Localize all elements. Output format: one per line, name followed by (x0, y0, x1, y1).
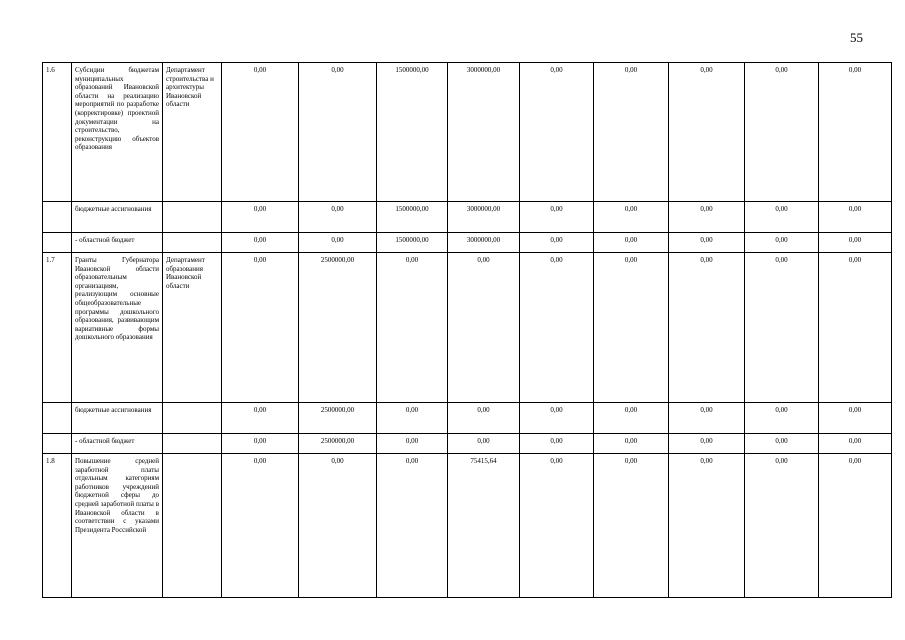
value-cell: 1500000,00 (377, 202, 448, 233)
value-cell: 0,00 (222, 63, 299, 202)
value-cell: 0,00 (222, 233, 299, 253)
value-cell: 1500000,00 (377, 63, 448, 202)
row-department-cell: Департамент строительства и архитектуры Ивановской области (163, 63, 222, 202)
value-cell: 0,00 (594, 403, 669, 434)
value-cell: 0,00 (448, 253, 520, 403)
table-row (43, 253, 892, 403)
value-cell: 0,00 (520, 403, 594, 434)
value-cell: 0,00 (448, 403, 520, 434)
value-cell: 0,00 (299, 233, 377, 253)
value-cell: 0,00 (669, 253, 745, 403)
row-department-cell (163, 454, 222, 598)
row-number-cell: 1.8 (43, 454, 72, 598)
value-cell: 0,00 (594, 202, 669, 233)
row-name-cell: Повышение средней заработной платы отдельным категориям работников учреждений бюджетной сферы до средней заработной платы в Ивановской области в соответствии с указами Президента Российской (72, 454, 163, 598)
row-department-cell (163, 233, 222, 253)
table-row (43, 454, 892, 598)
row-number-cell: 1.6 (43, 63, 72, 202)
value-cell: 0,00 (819, 253, 892, 403)
row-name-cell: - областной бюджет (72, 233, 163, 253)
value-cell: 3000000,00 (448, 202, 520, 233)
value-cell: 0,00 (299, 202, 377, 233)
value-cell: 0,00 (377, 253, 448, 403)
row-name-cell: Гранты Губернатора Ивановской области образовательным организациям, реализующим основные общеобразовательные программы дошкольного образования, развивающим вариативные формы дошкольного образования (72, 253, 163, 403)
row-department-cell (163, 403, 222, 434)
value-cell: 0,00 (594, 63, 669, 202)
value-cell: 0,00 (377, 454, 448, 598)
value-cell: 0,00 (520, 233, 594, 253)
row-number-cell (43, 434, 72, 454)
value-cell: 3000000,00 (448, 63, 520, 202)
value-cell: 0,00 (520, 63, 594, 202)
row-number-cell: 1.7 (43, 253, 72, 403)
value-cell: 0,00 (377, 403, 448, 434)
value-cell: 0,00 (594, 454, 669, 598)
value-cell: 0,00 (520, 202, 594, 233)
table-body (43, 63, 892, 598)
value-cell: 0,00 (669, 434, 745, 454)
value-cell: 2500000,00 (299, 434, 377, 454)
row-department-cell (163, 434, 222, 454)
value-cell: 0,00 (594, 233, 669, 253)
value-cell: 0,00 (222, 434, 299, 454)
value-cell: 2500000,00 (299, 253, 377, 403)
value-cell: 0,00 (819, 202, 892, 233)
value-cell: 0,00 (520, 434, 594, 454)
row-name-cell: Субсидии бюджетам муниципальных образований Ивановской области на реализацию мероприятий по разработке (корректировке) проектной документации на строительство, реконструкцию объектов образования (72, 63, 163, 202)
row-department-cell: Департамент образования Ивановской области (163, 253, 222, 403)
value-cell: 1500000,00 (377, 233, 448, 253)
value-cell: 0,00 (222, 454, 299, 598)
value-cell: 0,00 (745, 253, 819, 403)
value-cell: 0,00 (222, 202, 299, 233)
row-name-cell: бюджетные ассигнования (72, 202, 163, 233)
value-cell: 2500000,00 (299, 403, 377, 434)
value-cell: 0,00 (669, 454, 745, 598)
value-cell: 75415,64 (448, 454, 520, 598)
value-cell: 0,00 (520, 253, 594, 403)
row-number-cell (43, 403, 72, 434)
value-cell: 0,00 (745, 63, 819, 202)
table-row (43, 63, 892, 202)
table-row (43, 403, 892, 434)
row-name-cell: - областной бюджет (72, 434, 163, 454)
value-cell: 0,00 (745, 202, 819, 233)
value-cell: 0,00 (520, 454, 594, 598)
table-row (43, 233, 892, 253)
row-department-cell (163, 202, 222, 233)
value-cell: 0,00 (299, 63, 377, 202)
value-cell: 0,00 (377, 434, 448, 454)
row-name-cell: бюджетные ассигнования (72, 403, 163, 434)
value-cell: 0,00 (745, 233, 819, 253)
value-cell: 0,00 (669, 403, 745, 434)
value-cell: 0,00 (594, 253, 669, 403)
row-number-cell (43, 233, 72, 253)
value-cell: 0,00 (594, 434, 669, 454)
value-cell: 0,00 (819, 63, 892, 202)
value-cell: 0,00 (819, 454, 892, 598)
value-cell: 0,00 (819, 233, 892, 253)
value-cell: 0,00 (669, 233, 745, 253)
value-cell: 3000000,00 (448, 233, 520, 253)
value-cell: 0,00 (222, 403, 299, 434)
value-cell: 0,00 (745, 403, 819, 434)
value-cell: 0,00 (745, 434, 819, 454)
row-number-cell (43, 202, 72, 233)
value-cell: 0,00 (669, 63, 745, 202)
value-cell: 0,00 (819, 403, 892, 434)
budget-table (42, 62, 892, 598)
value-cell: 0,00 (222, 253, 299, 403)
value-cell: 0,00 (299, 454, 377, 598)
page-number: 55 (850, 30, 863, 45)
table-row (43, 202, 892, 233)
table-row (43, 434, 892, 454)
value-cell: 0,00 (745, 454, 819, 598)
value-cell: 0,00 (669, 202, 745, 233)
value-cell: 0,00 (448, 434, 520, 454)
value-cell: 0,00 (819, 434, 892, 454)
